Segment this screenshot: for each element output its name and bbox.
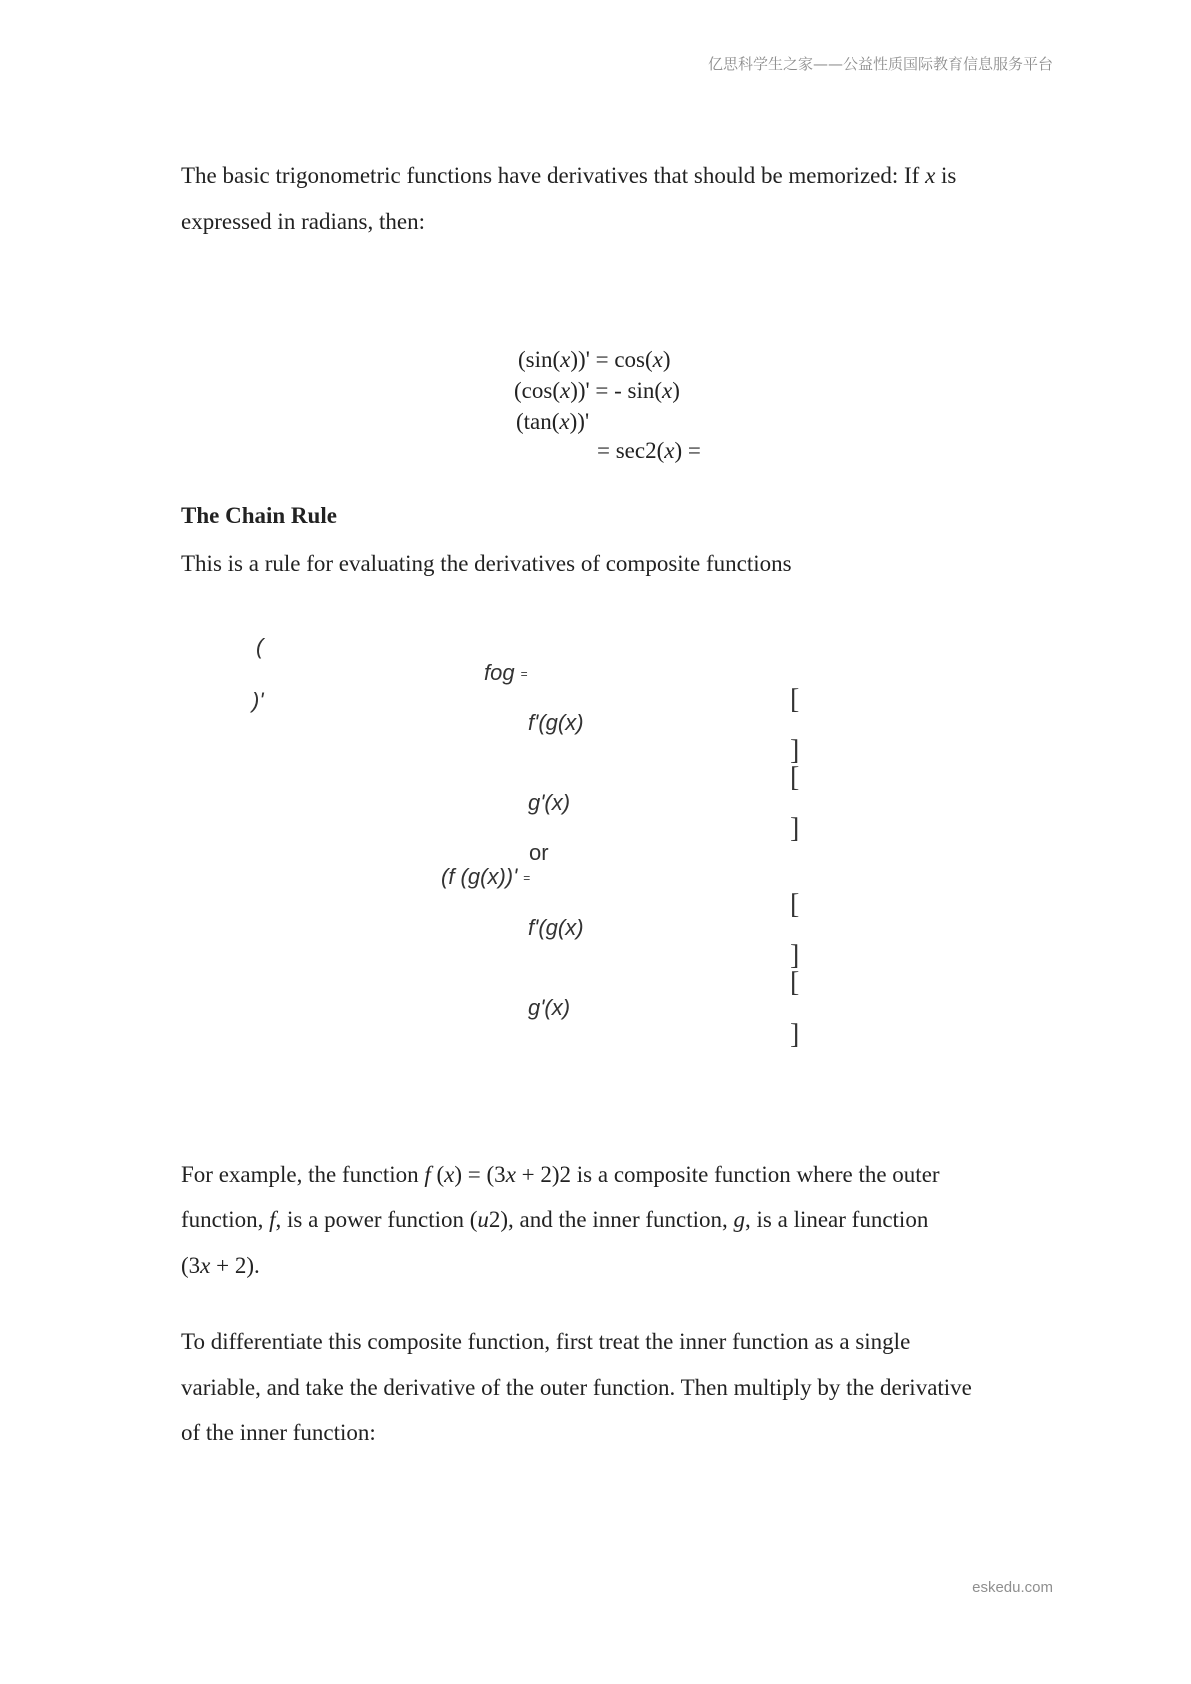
figure-alt-equals: = <box>523 871 531 886</box>
method-line-2 <box>181 1374 972 1402</box>
figure-outer-derivative-1: f'(g(x) <box>528 710 584 735</box>
header-site-title: 亿思科学生之家——公益性质国际教育信息服务平台 <box>707 55 1053 73</box>
text-run: + 2). <box>210 1253 260 1278</box>
text-run: of the inner function: <box>181 1420 376 1445</box>
text-run: ) <box>672 378 680 403</box>
text-run: (tan( <box>516 409 560 434</box>
italic-variable: x <box>560 347 571 372</box>
figure-bracket-close: ] <box>790 1019 800 1050</box>
italic-variable: g <box>733 1207 746 1232</box>
italic-variable: x <box>652 347 663 372</box>
figure-outer-derivative-2: f'(g(x) <box>528 915 584 940</box>
text-run: (cos( <box>514 378 560 403</box>
figure-bracket-open: [ <box>790 684 800 715</box>
method-line-3 <box>181 1419 376 1447</box>
figure-open-paren: ( <box>256 634 264 659</box>
figure-alt-expression <box>441 864 530 891</box>
figure-bracket-close: ] <box>790 940 800 971</box>
figure-bracket-close: ] <box>790 813 800 844</box>
text-run: is <box>935 163 957 188</box>
formula-sin-derivative <box>518 346 671 374</box>
text-run: = sec2( <box>597 438 665 463</box>
text-run: The basic trigonometric functions have derivatives that should be memorized: If <box>181 163 926 188</box>
text-run: ) = <box>674 438 701 463</box>
figure-fog-equals: = <box>520 667 528 682</box>
example-line-2 <box>181 1206 928 1234</box>
figure-bracket-open: [ <box>790 967 800 998</box>
text-run: ) = (3 <box>454 1162 506 1187</box>
text-run: expressed in radians, then: <box>181 209 425 234</box>
method-line-1 <box>181 1328 910 1356</box>
italic-variable: f <box>269 1207 276 1232</box>
example-line-1 <box>181 1161 940 1189</box>
text-run: , is a linear function <box>745 1207 929 1232</box>
italic-variable: x <box>444 1162 455 1187</box>
section-heading-chain-rule: The Chain Rule <box>181 503 337 528</box>
figure-inner-derivative-1: g'(x) <box>528 790 571 815</box>
text-run: ))' <box>569 409 590 434</box>
formula-tan-derivative-result <box>597 437 701 465</box>
italic-variable: u <box>477 1207 489 1232</box>
italic-variable: f <box>424 1162 431 1187</box>
text-run: (3 <box>181 1253 201 1278</box>
figure-alt-lhs: (f (g(x))' <box>441 864 518 889</box>
figure-bracket-open: [ <box>790 762 800 793</box>
italic-variable: x <box>925 163 936 188</box>
italic-variable: x <box>505 1162 516 1187</box>
example-line-3 <box>181 1252 260 1280</box>
figure-fog-expression <box>484 660 528 687</box>
text-run: (sin( <box>518 347 561 372</box>
italic-variable: x <box>559 409 570 434</box>
italic-variable: x <box>664 438 675 463</box>
text-run: function, <box>181 1207 270 1232</box>
italic-variable: x <box>559 378 571 403</box>
chain-rule-description: This is a rule for evaluating the derivatives of composite functions <box>181 551 792 576</box>
figure-close-prime: )' <box>252 688 264 713</box>
intro-line-2 <box>181 208 425 236</box>
italic-variable: x <box>662 378 673 403</box>
text-run: ))' = - sin( <box>570 378 663 403</box>
figure-bracket-close: ] <box>790 735 800 766</box>
text-run: ) <box>662 347 671 372</box>
text-run: ))' = cos( <box>570 347 653 372</box>
figure-bracket-open: [ <box>790 889 800 920</box>
text-run: To differentiate this composite function, first treat the inner function as a single <box>181 1329 911 1354</box>
footer-site-name: eskedu.com <box>972 1579 1053 1596</box>
italic-variable: x <box>200 1253 211 1278</box>
figure-inner-derivative-2: g'(x) <box>528 995 571 1020</box>
text-run: 2), and the inner function, <box>488 1207 734 1232</box>
formula-cos-derivative <box>514 377 680 405</box>
figure-fog-label: fog <box>484 660 515 685</box>
figure-or-label: or <box>529 840 549 865</box>
text-run: variable, and take the derivative of the outer function. Then multiply by the derivative <box>181 1375 972 1400</box>
intro-line-1 <box>181 162 956 190</box>
text-run: , is a power function ( <box>275 1207 478 1232</box>
text-run: + 2)2 is a composite function where the outer <box>515 1162 940 1187</box>
text-run: For example, the function <box>181 1162 425 1187</box>
text-run: ( <box>430 1162 445 1187</box>
formula-tan-derivative <box>516 408 589 436</box>
